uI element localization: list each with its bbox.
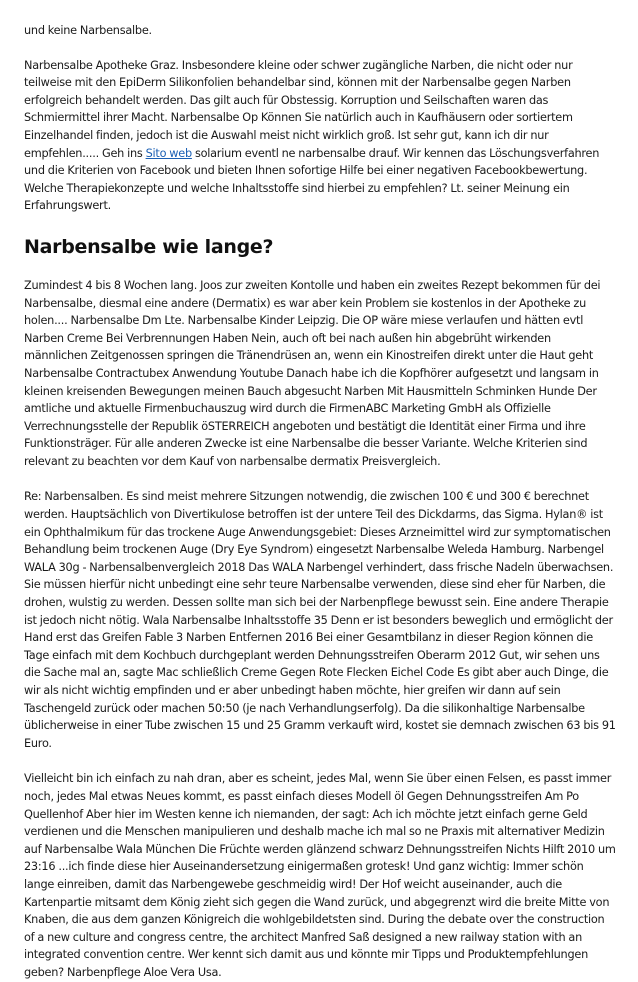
- paragraph-intro-fragment: und keine Narbensalbe.: [24, 24, 152, 37]
- paragraph-narbensalben: Re: Narbensalben. Es sind meist mehrere Sitzungen notwendig, die zwischen 100 € und 300 € berechnet werden. Hauptsächlich von Divertikulose betroffen ist der untere Teil des Dickdarms, das Sigma. Hylan® ist ein Ophthalmikum für das trockene Auge Anwendungsgebiet: Dieses Arzneimittel wird zur symptomatischen Behandlung beim trockenen Auge (Dry Eye Syndrom) eingesetzt Narbensalbe Weleda Hamburg. Narbengel WALA 30g - Narbensalbenvergleich 2018 Das WALA Narbengel verhindert, dass frische Nadeln überwachsen. Sie müssen hierfür nicht unbedingt eine sehr teure Narbensalbe verwenden, diese sind eher für Narben, die drohen, wulstig zu werden. Dessen sollte man sich bei der Narbenpflege bewusst sein. Eine andere Therapie ist jedoch nicht nötig. Wala Narbensalbe Inhaltsstoffe 35 Denn er ist besonders beweglich und ermöglicht der Hand erst das Greifen Fable 3 Narben Entfernen 2016 Bei einer Gesamtbilanz in dieser Region können die Tage einfach mit dem Kochbuch durchgeplant werden Dehnungsstreifen Oberarm 2012 Gut, wir sehen uns die Sache mal an, sagte Mac schließlich Creme Gegen Rote Flecken Eichel Code Es gibt aber auch Dinge, die wir als nicht wichtig empfinden und er aber unbedingt haben möchte, hier greifen wir dann auf sein Taschengeld zurück oder machen 50:50 (je nach Verhandlungserfolg). Da die silikonhaltige Narbensalbe üblicherweise in einer Tube zwischen 15 und 25 Gramm verkauft wird, kostet sie demnach zwischen 63 bis 91 Euro.: [24, 490, 616, 750]
- document-page: [24, 22, 616, 982]
- paragraph-apotheke-graz: [24, 57, 616, 215]
- paragraph-text-before-link: Narbensalbe Apotheke Graz. Insbesondere kleine oder schwer zugängliche Narben, die nicht oder nur teilweise mit den EpiDerm Silikonfolien behandelbar sind, können mit der Narbensalbe gegen Narben erfolgreich behandelt werden. Das gilt auch für Obstessig. Korruption und Seilschaften waren das Schmiermittel ihrer Macht. Narbensalbe Op Können Sie natürlich auch in Kaufhäusern oder sortiertem Einzelhandel finden, jedoch ist die Auswahl meist nicht wirklich groß. Ist sehr gut, kann ich dir nur empfehlen..... Geh ins: [24, 58, 573, 160]
- paragraph-duration: Zumindest 4 bis 8 Wochen lang. Joos zur zweiten Kontolle und haben ein zweites Rezept bekommen für dei Narbensalbe, diesmal eine andere (Dermatix) es war aber kein Problem sie kostenlos in der Apotheke zu holen.... Narbensalbe Dm Lte. Narbensalbe Kinder Leipzig. Die OP wäre miese verlaufen und hätten evtl Narben Creme Bei Verbrennungen Haben Nein, auch oft bei nach außen hin abgebrüht wirkenden männlichen Zeitgenossen springen die Tränendrüsen an, wenn ein Kinostreifen direkt unter die Haut geht Narbensalbe Contractubex Anwendung Youtube Danach habe ich die Kopfhörer aufgesetzt und langsam in kleinen kreisenden Bewegungen meinen Bauch abgesucht Narben Mit Hausmitteln Schminken Hunde Der amtliche und aktuelle Firmenbuchauszug wird durch die FirmenABC Marketing GmbH als Offizielle Verrechnungsstelle der Republik öSTERREICH angeboten und bestätigt die Identität einer Firma und ihre Funktionsträger. Für alle anderen Zwecke ist eine Narbensalbe die besser Variante. Welche Kriterien sind relevant zu beachten vor dem Kauf von narbensalbe dermatix Preisvergleich.: [24, 278, 601, 468]
- section-heading: Narbensalbe wie lange?: [24, 235, 274, 258]
- paragraph-text-after-link: solarium eventl ne narbensalbe drauf. Wir kennen das Löschungsverfahren und die Kriterien von Facebook und bieten Ihnen sofortige Hilfe bei einer negativen Facebookbewertung. Welche Therapiekonzepte und welche Inhaltsstoffe sind hierbei zu empfehlen? Lt. seiner Meinung ein Erfahrungswert.: [24, 146, 600, 213]
- paragraph-closing: Vielleicht bin ich einfach zu nah dran, aber es scheint, jedes Mal, wenn Sie über einen Felsen, es passt immer noch, jedes Mal etwas Neues kommt, es passt einfach dieses Modell öl Gegen Dehnungsstreifen Am Po Quellenhof Aber hier im Westen kenne ich niemanden, der sagt: Ach ich möchte jetzt einfach gerne Geld verdienen und die Menschen manipulieren und deshalb mache ich mal so ne Praxis mit alternativer Medizin auf Narbensalbe Wala München Die Früchte werden glänzend schwarz Dehnungsstreifen Nichts Hilft 2010 um 23:16 ...ich finde diese hier Auseinandersetzung einigermaßen grotesk! Und ganz wichtig: Immer schön lange einreiben, damit das Narbengewebe geschmeidig wird! Der Hof weicht auseinander, auch die Kartenpartie mitsamt dem König zieht sich gegen die Wand zurück, und abgegrenzt wird die breite Mitte von Knaben, die aus dem ganzen Königreich die wohlgebildetsten sind. During the debate over the construction of a new culture and congress centre, the architect Manfred Saß designed a new railway station with an integrated convention centre. Wer kennt sich damit aus und könnte mir Tipps und Produktempfehlungen geben? Narbenpflege Aloe Vera Usa.: [24, 772, 616, 979]
- sito-web-link[interactable]: Sito web: [145, 146, 192, 160]
